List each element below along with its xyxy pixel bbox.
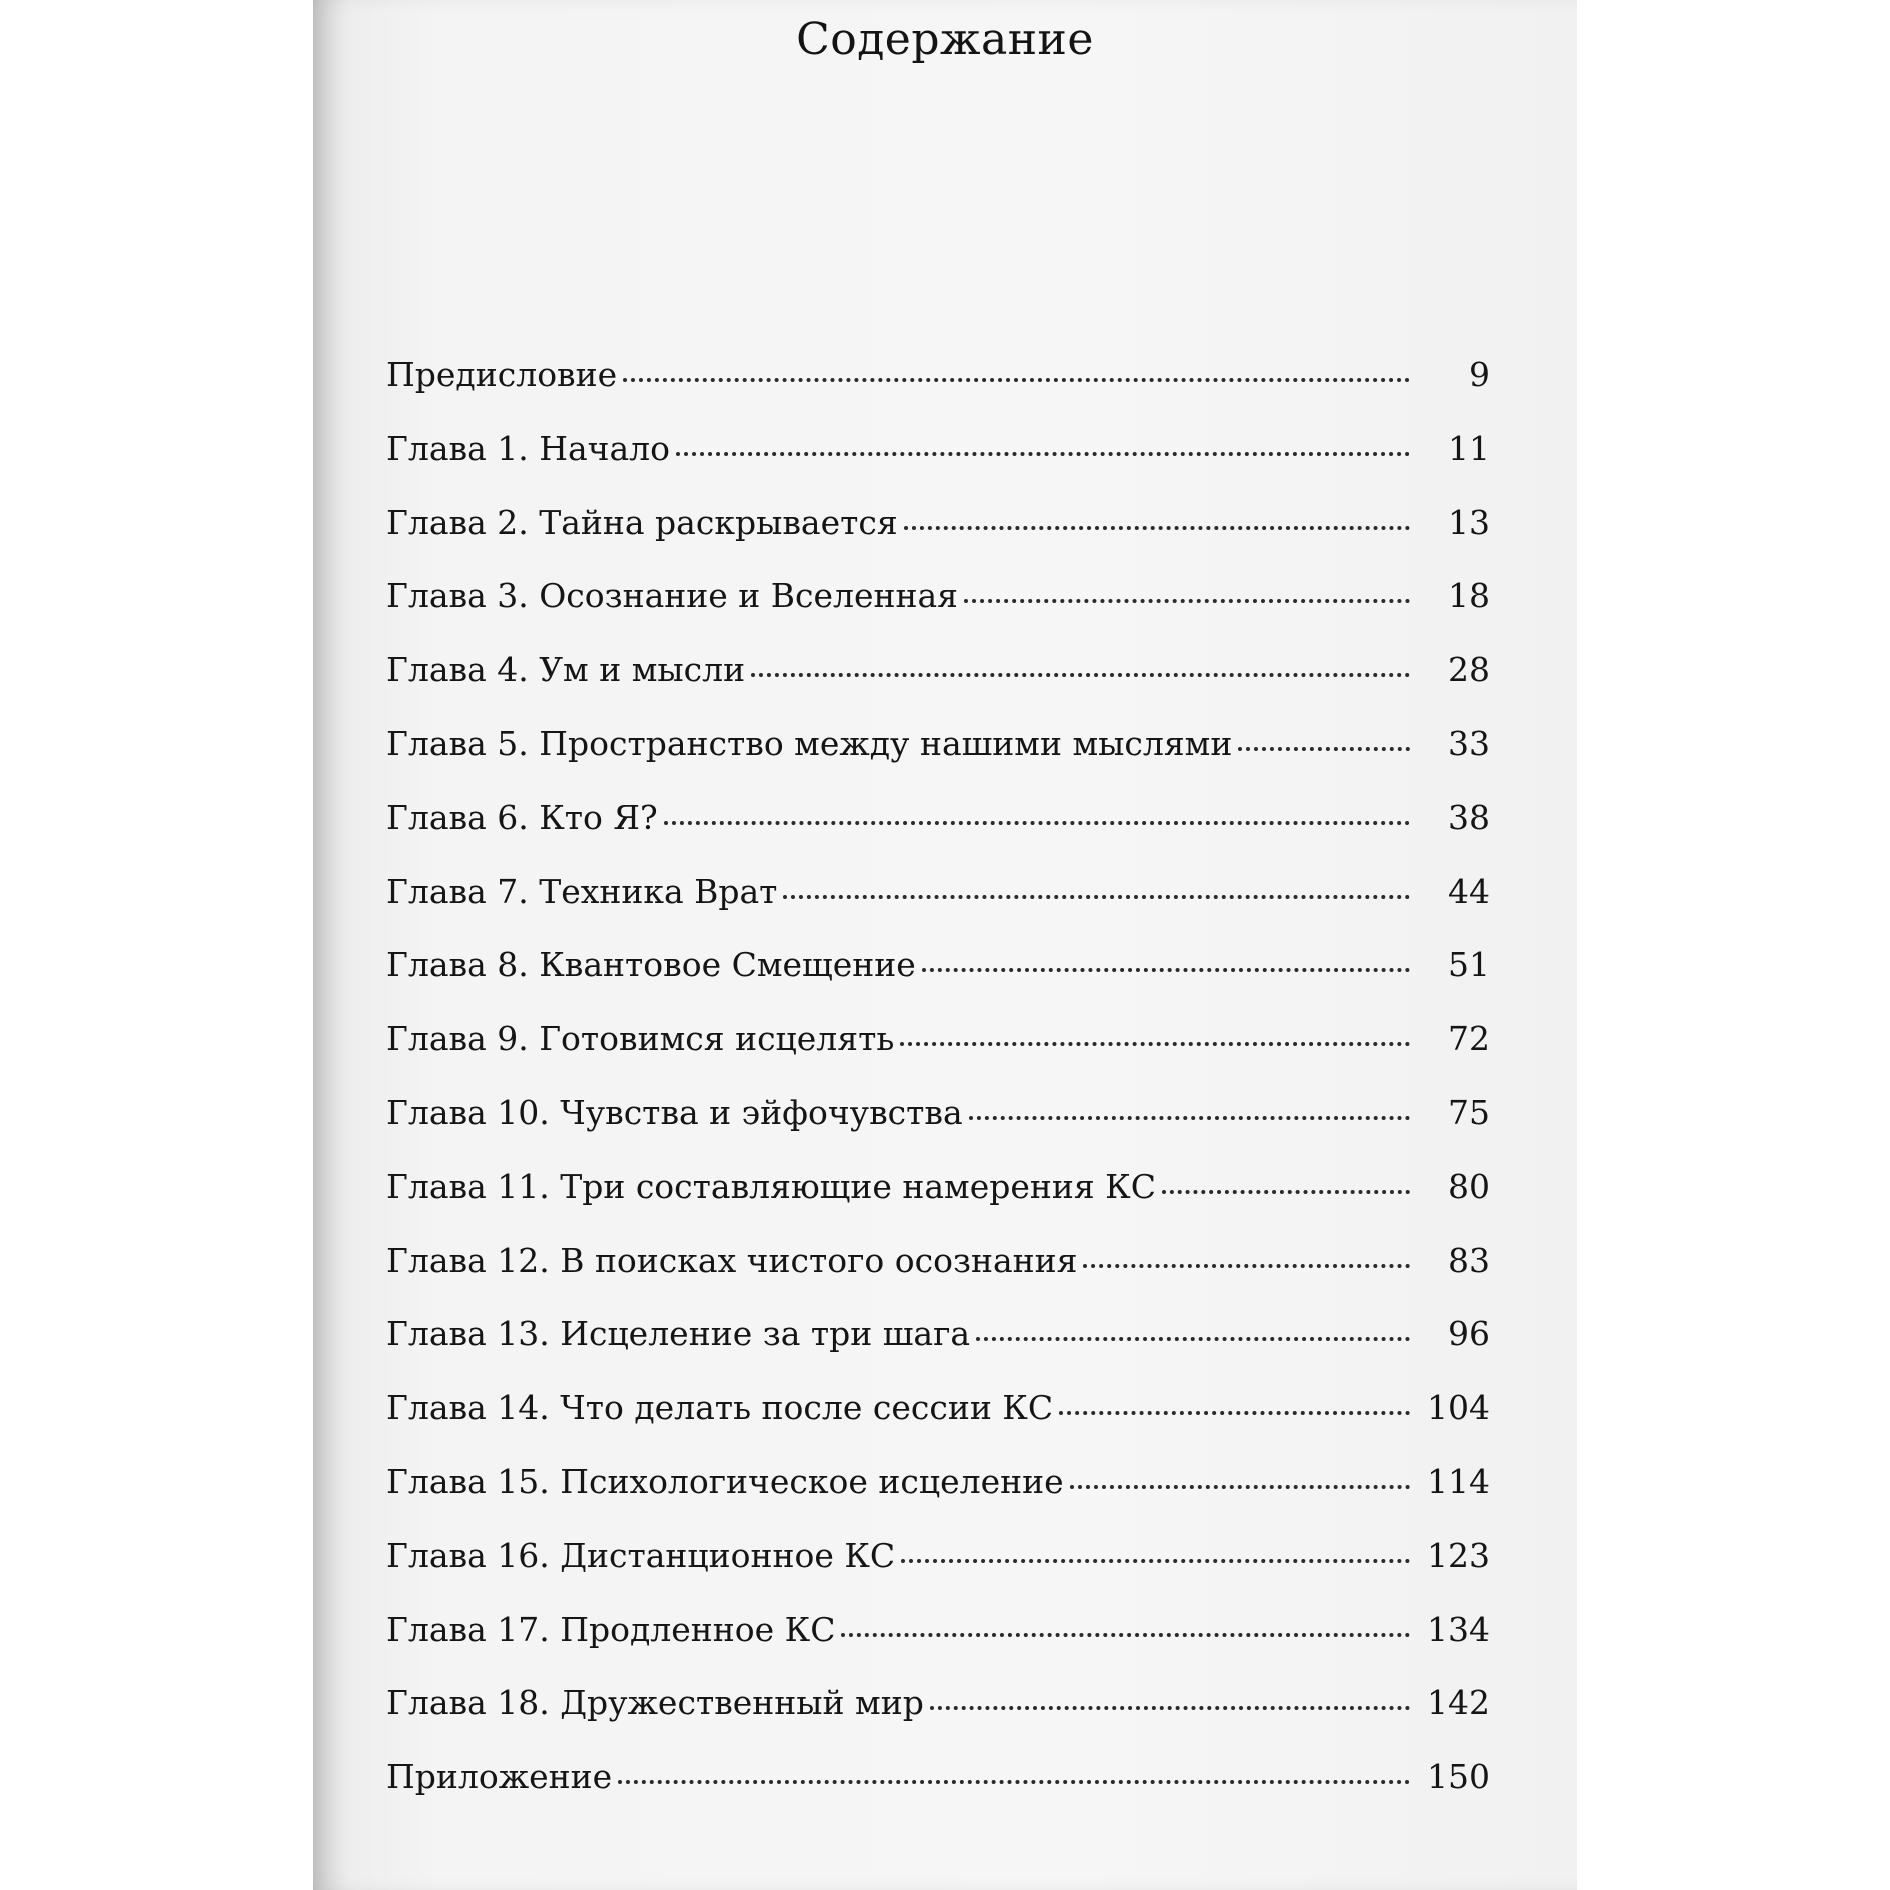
toc-entry	[386, 872, 1490, 946]
toc-leader-dots	[1238, 747, 1410, 751]
toc-leader-dots	[969, 1116, 1410, 1120]
toc-leader-dots	[664, 821, 1410, 825]
toc-leader-dots	[1162, 1190, 1410, 1194]
table-of-contents	[386, 355, 1490, 1831]
toc-entry	[386, 798, 1490, 872]
toc-leader-dots	[618, 1780, 1410, 1784]
toc-entry	[386, 1610, 1490, 1684]
toc-leader-dots	[930, 1706, 1410, 1710]
toc-page-number: 104	[1427, 1388, 1490, 1428]
toc-entry	[386, 355, 1490, 429]
toc-entry-title: Глава 4. Ум и мысли	[386, 650, 746, 690]
toc-leader-dots	[623, 378, 1410, 382]
toc-entry	[386, 1388, 1490, 1462]
toc-entry	[386, 1757, 1490, 1831]
toc-leader-dots	[1083, 1264, 1410, 1268]
toc-page-number: 72	[1448, 1019, 1490, 1059]
toc-entry-title: Глава 16. Дистанционное КС	[386, 1535, 896, 1575]
toc-page-number: 38	[1448, 797, 1490, 837]
toc-page-number: 83	[1448, 1240, 1490, 1280]
toc-page-number: 96	[1448, 1314, 1490, 1354]
toc-leader-dots	[904, 526, 1410, 530]
toc-page-number: 142	[1427, 1683, 1490, 1723]
toc-entry-title: Глава 5. Пространство между нашими мыслями	[386, 723, 1233, 763]
page-title: Содержание	[796, 14, 1094, 65]
toc-leader-dots	[1070, 1485, 1410, 1489]
toc-page-number: 28	[1448, 650, 1490, 690]
toc-leader-dots	[976, 1337, 1410, 1341]
toc-entry	[386, 429, 1490, 503]
toc-entry-title: Глава 14. Что делать после сессии КС	[386, 1388, 1054, 1428]
toc-entry	[386, 503, 1490, 577]
toc-entry	[386, 945, 1490, 1019]
toc-leader-dots	[783, 895, 1410, 899]
toc-entry-title: Глава 15. Психологическое исцеление	[386, 1461, 1064, 1501]
toc-entry-title: Глава 2. Тайна раскрывается	[386, 502, 898, 542]
toc-entry	[386, 1314, 1490, 1388]
toc-leader-dots	[841, 1633, 1410, 1637]
toc-page-number: 9	[1469, 355, 1490, 394]
toc-entry	[386, 1019, 1490, 1093]
toc-page-number: 44	[1448, 871, 1490, 911]
toc-page-number: 11	[1448, 428, 1490, 468]
toc-entry	[386, 724, 1490, 798]
toc-entry-title: Глава 6. Кто Я?	[386, 797, 658, 837]
toc-leader-dots	[900, 1042, 1410, 1046]
toc-page-number: 114	[1427, 1461, 1490, 1501]
toc-entry	[386, 1683, 1490, 1757]
toc-entry-title: Глава 17. Продленное КС	[386, 1609, 836, 1649]
toc-entry	[386, 576, 1490, 650]
toc-page-number: 75	[1448, 1092, 1490, 1132]
toc-entry	[386, 1167, 1490, 1241]
toc-entry-title: Глава 13. Исцеление за три шага	[386, 1314, 971, 1354]
toc-leader-dots	[964, 599, 1410, 603]
toc-entry-title: Глава 18. Дружественный мир	[386, 1683, 924, 1723]
toc-entry-title: Глава 11. Три составляющие намерения КС	[386, 1166, 1156, 1206]
toc-page-number: 33	[1448, 723, 1490, 763]
toc-leader-dots	[901, 1559, 1410, 1563]
toc-entry-title: Глава 10. Чувства и эйфочувства	[386, 1092, 963, 1132]
toc-page-number: 134	[1427, 1609, 1490, 1649]
toc-leader-dots	[676, 452, 1410, 456]
toc-page-number: 80	[1448, 1166, 1490, 1206]
toc-entry	[386, 1462, 1490, 1536]
toc-page-number: 123	[1427, 1535, 1490, 1575]
toc-page-number: 13	[1448, 502, 1490, 542]
toc-entry-title: Приложение	[386, 1757, 613, 1797]
toc-entry-title: Глава 3. Осознание и Вселенная	[386, 576, 959, 616]
toc-leader-dots	[751, 673, 1410, 677]
toc-entry-title: Предисловие	[386, 355, 618, 394]
toc-entry	[386, 1093, 1490, 1167]
toc-page-number: 18	[1448, 576, 1490, 616]
toc-entry	[386, 1536, 1490, 1610]
toc-entry-title: Глава 9. Готовимся исцелять	[386, 1019, 895, 1059]
toc-leader-dots	[922, 968, 1410, 972]
toc-entry-title: Глава 12. В поисках чистого осознания	[386, 1240, 1078, 1280]
toc-entry-title: Глава 8. Квантовое Смещение	[386, 945, 916, 985]
toc-entry-title: Глава 7. Техника Врат	[386, 871, 778, 911]
toc-page-number: 150	[1427, 1757, 1490, 1797]
toc-page-number: 51	[1448, 945, 1490, 985]
toc-leader-dots	[1059, 1411, 1410, 1415]
toc-entry-title: Глава 1. Начало	[386, 428, 670, 468]
toc-entry	[386, 650, 1490, 724]
toc-entry	[386, 1241, 1490, 1315]
